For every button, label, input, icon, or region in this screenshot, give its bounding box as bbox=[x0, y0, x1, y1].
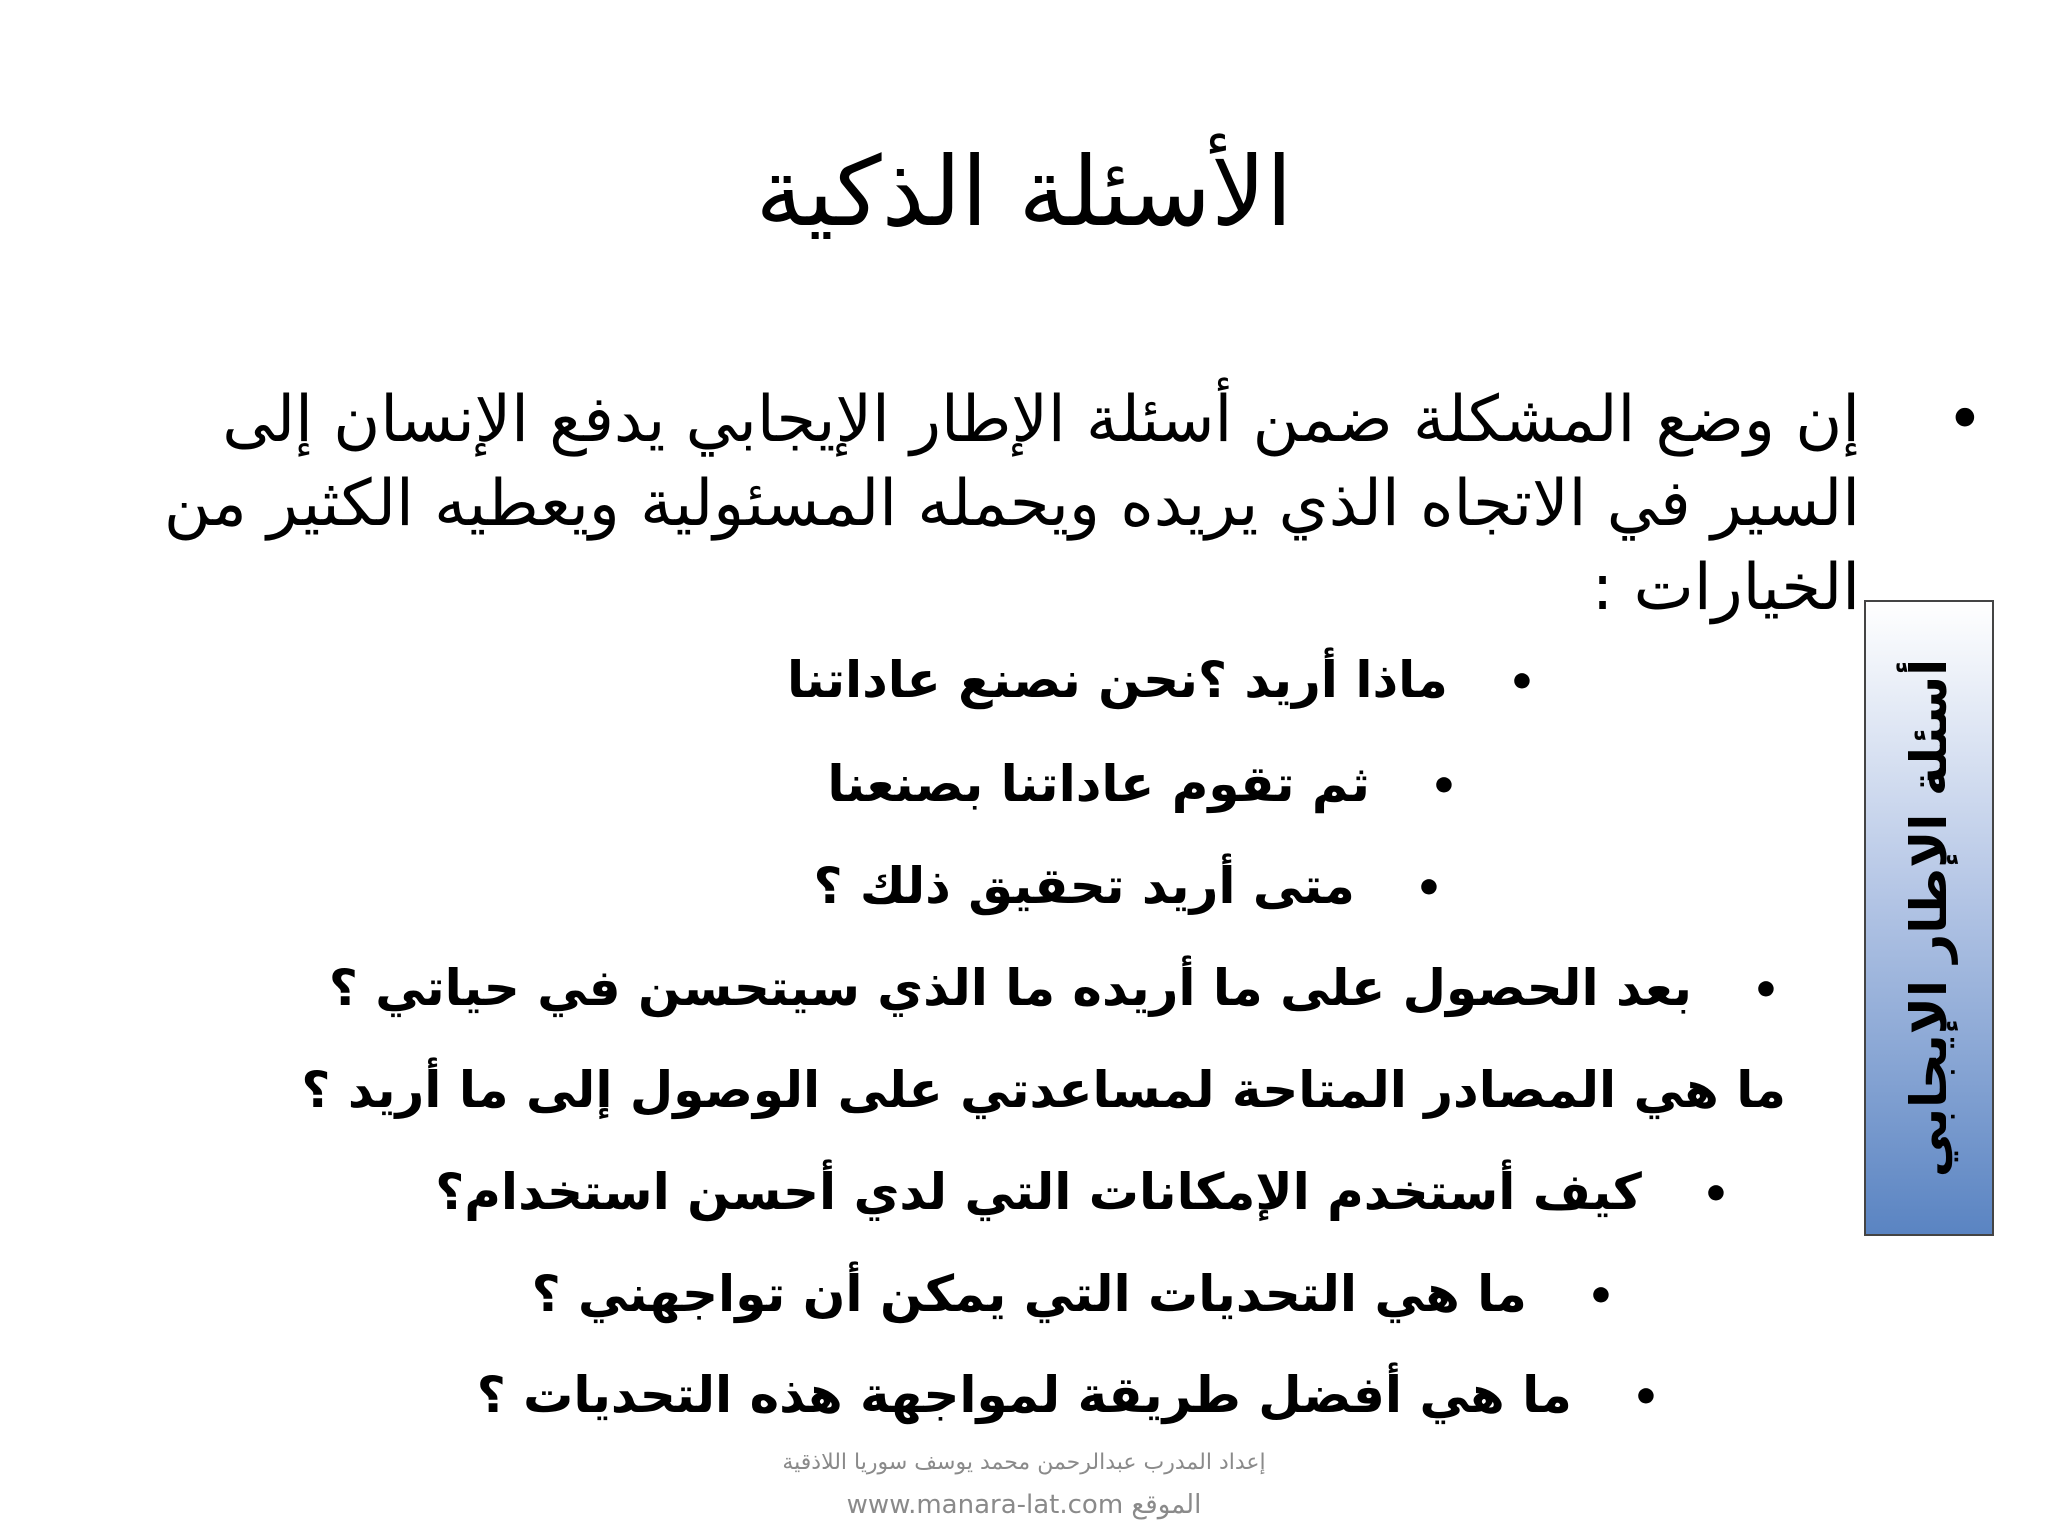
sub-item bbox=[532, 1254, 1615, 1334]
sub-item-text: ما هي التحديات التي يمكن أن تواجهني ؟ bbox=[531, 1265, 1527, 1323]
sub-item-text: متى أريد تحقيق ذلك ؟ bbox=[813, 857, 1355, 915]
sub-item bbox=[329, 948, 1780, 1028]
sub-item bbox=[435, 1152, 1730, 1232]
side-label-box bbox=[1864, 600, 1994, 1236]
sub-item-bullet: • bbox=[1429, 761, 1458, 812]
sub-item-text: ماذا أريد ؟نحن نصنع عاداتنا bbox=[787, 651, 1448, 709]
sub-item-text: ثم تقوم عاداتنا بصنعنا bbox=[827, 755, 1370, 813]
sub-item-bullet: • bbox=[1507, 657, 1536, 708]
sub-item bbox=[827, 744, 1458, 824]
main-bullet-dot: • bbox=[1946, 383, 1984, 457]
sub-item-bullet: • bbox=[1701, 1169, 1730, 1220]
footer-website: الموقع www.manara-lat.com bbox=[846, 1490, 1202, 1520]
slide-title: الأسئلة الذكية bbox=[755, 136, 1293, 248]
sub-item-bullet: • bbox=[1631, 1372, 1660, 1423]
sub-item-text: ما هي المصادر المتاحة لمساعدتي على الوصول إلى ما أريد ؟ bbox=[301, 1061, 1786, 1119]
sub-item-bullet: • bbox=[1751, 965, 1780, 1016]
sub-item bbox=[301, 1050, 1786, 1130]
sub-item-text: كيف أستخدم الإمكانات التي لدي أحسن استخدام؟ bbox=[435, 1163, 1642, 1221]
side-label-text: أسئلة الإطار الإيجابي bbox=[1900, 658, 1958, 1178]
sub-item bbox=[477, 1355, 1660, 1435]
footer-author: إعداد المدرب عبدالرحمن محمد يوسف سوريا اللاذقية bbox=[782, 1450, 1266, 1475]
sub-item-bullet: • bbox=[1586, 1271, 1615, 1322]
main-bullet-text: إن وضع المشكلة ضمن أسئلة الإطار الإيجابي يدفع الإنسان إلى السير في الاتجاه الذي يريده ويحمله المسئولية ويعطيه الكثير من الخيارات : bbox=[163, 383, 1860, 625]
sub-item-text: ما هي أفضل طريقة لمواجهة هذه التحديات ؟ bbox=[476, 1366, 1572, 1424]
sub-item bbox=[813, 846, 1443, 926]
sub-item-bullet: • bbox=[1414, 863, 1443, 914]
sub-item-text: بعد الحصول على ما أريده ما الذي سيتحسن في حياتي ؟ bbox=[328, 959, 1692, 1017]
sub-item bbox=[787, 640, 1536, 720]
